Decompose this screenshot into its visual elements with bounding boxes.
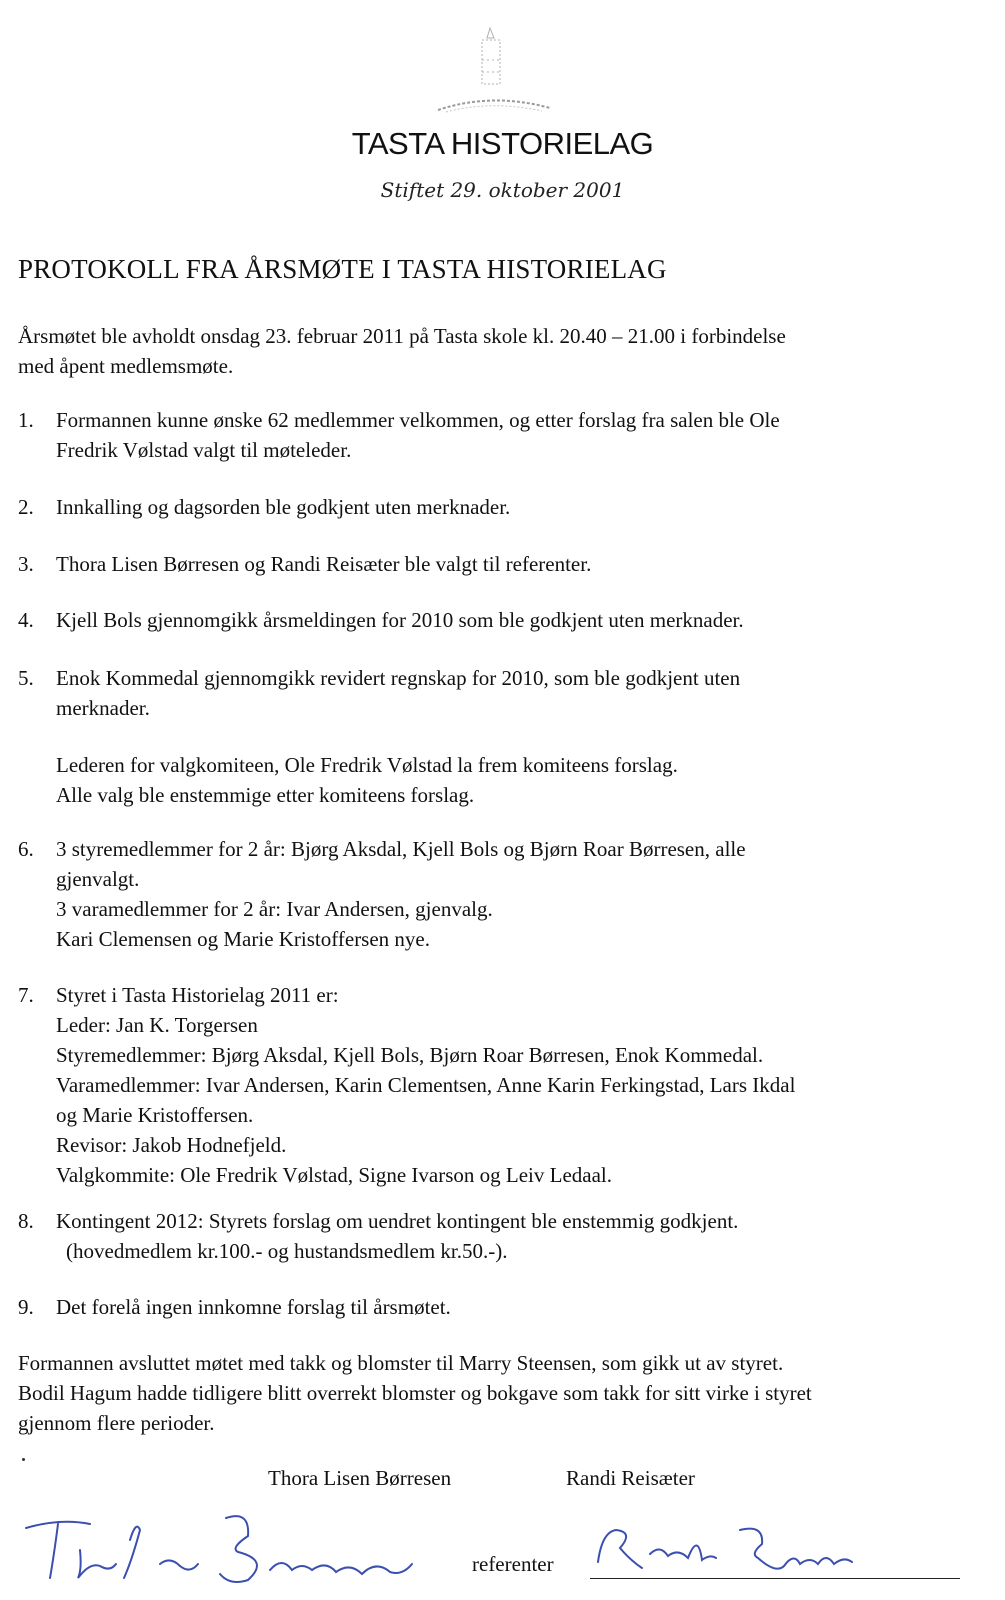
item-line: 3 styremedlemmer for 2 år: Bjørg Aksdal, Kjell Bols og Bjørn Roar Børresen, alle bbox=[56, 837, 746, 861]
signature-randi bbox=[590, 1512, 860, 1582]
item-line: Kari Clemensen og Marie Kristoffersen nye. bbox=[56, 927, 431, 951]
signature-stroke bbox=[26, 1516, 412, 1582]
item-line: Formannen kunne ønske 62 medlemmer velkommen, og etter forslag fra salen ble Ole bbox=[56, 408, 780, 432]
item-number: 1. bbox=[18, 408, 34, 432]
item-line: Det forelå ingen innkomne forslag til årsmøtet. bbox=[56, 1295, 451, 1319]
item-line: Valgkommite: Ole Fredrik Vølstad, Signe Ivarson og Leiv Ledaal. bbox=[56, 1163, 612, 1187]
intro-line: med åpent medlemsmøte. bbox=[18, 354, 234, 378]
referenter-label: referenter bbox=[472, 1552, 554, 1576]
item-line: Styret i Tasta Historielag 2011 er: bbox=[56, 983, 339, 1007]
closing-line: Bodil Hagum hadde tidligere blitt overrekt blomster og bokgave som takk for sitt virke i styret bbox=[18, 1381, 812, 1405]
item-number: 3. bbox=[18, 552, 34, 576]
historielag-logo bbox=[432, 20, 552, 120]
note-line: Alle valg ble enstemmige etter komiteens forslag. bbox=[56, 783, 475, 807]
election-committee-note bbox=[56, 750, 956, 810]
document-title: PROTOKOLL FRA ÅRSMØTE I TASTA HISTORIELAG bbox=[18, 254, 667, 284]
item-line: Innkalling og dagsorden ble godkjent uten merknader. bbox=[56, 495, 511, 519]
signatory-name-2: Randi Reisæter bbox=[566, 1466, 695, 1490]
founded-date: Stiftet 29. oktober 2001 bbox=[380, 178, 625, 202]
closing-line: Formannen avsluttet møtet med takk og blomster til Marry Steensen, som gikk ut av styret. bbox=[18, 1351, 784, 1375]
item-number: 6. bbox=[18, 837, 34, 861]
item-line: og Marie Kristoffersen. bbox=[56, 1103, 254, 1127]
signatory-name-1: Thora Lisen Børresen bbox=[268, 1466, 452, 1490]
signature-stroke bbox=[598, 1529, 852, 1569]
item-line: Kjell Bols gjennomgikk årsmeldingen for 2010 som ble godkjent uten merknader. bbox=[56, 608, 744, 632]
closing-paragraph bbox=[18, 1348, 958, 1438]
item-line: Leder: Jan K. Torgersen bbox=[56, 1013, 258, 1037]
item-line: Kontingent 2012: Styrets forslag om uendret kontingent ble enstemmig godkjent. bbox=[56, 1209, 739, 1233]
item-line: (hovedmedlem kr.100.- og hustandsmedlem kr.50.-). bbox=[66, 1239, 508, 1263]
item-line: Styremedlemmer: Bjørg Aksdal, Kjell Bols, Bjørn Roar Børresen, Enok Kommedal. bbox=[56, 1043, 764, 1067]
intro-paragraph bbox=[18, 321, 958, 381]
item-line: Fredrik Vølstad valgt til møteleder. bbox=[56, 438, 352, 462]
item-line: Thora Lisen Børresen og Randi Reisæter ble valgt til referenter. bbox=[56, 552, 592, 576]
stray-mark bbox=[22, 1458, 25, 1461]
item-number: 7. bbox=[18, 983, 34, 1007]
item-line: Enok Kommedal gjennomgikk revidert regnskap for 2010, som ble godkjent uten bbox=[56, 666, 741, 690]
item-number: 2. bbox=[18, 495, 34, 519]
note-line: Lederen for valgkomiteen, Ole Fredrik Vølstad la frem komiteens forslag. bbox=[56, 753, 678, 777]
item-number: 5. bbox=[18, 666, 34, 690]
signature-thora bbox=[20, 1500, 420, 1590]
signature-line bbox=[590, 1578, 960, 1579]
item-line: merknader. bbox=[56, 696, 150, 720]
item-number: 4. bbox=[18, 608, 34, 632]
item-number: 8. bbox=[18, 1209, 34, 1233]
organization-title: TASTA HISTORIELAG bbox=[351, 126, 654, 161]
item-line: 3 varamedlemmer for 2 år: Ivar Andersen, gjenvalg. bbox=[56, 897, 493, 921]
item-line: Revisor: Jakob Hodnefjeld. bbox=[56, 1133, 287, 1157]
intro-line: Årsmøtet ble avholdt onsdag 23. februar 2011 på Tasta skole kl. 20.40 – 21.00 i forbindelse bbox=[18, 324, 786, 348]
closing-line: gjennom flere perioder. bbox=[18, 1411, 215, 1435]
item-line: gjenvalgt. bbox=[56, 867, 140, 891]
item-number: 9. bbox=[18, 1295, 34, 1319]
item-line: Varamedlemmer: Ivar Andersen, Karin Clementsen, Anne Karin Ferkingstad, Lars Ikdal bbox=[56, 1073, 796, 1097]
